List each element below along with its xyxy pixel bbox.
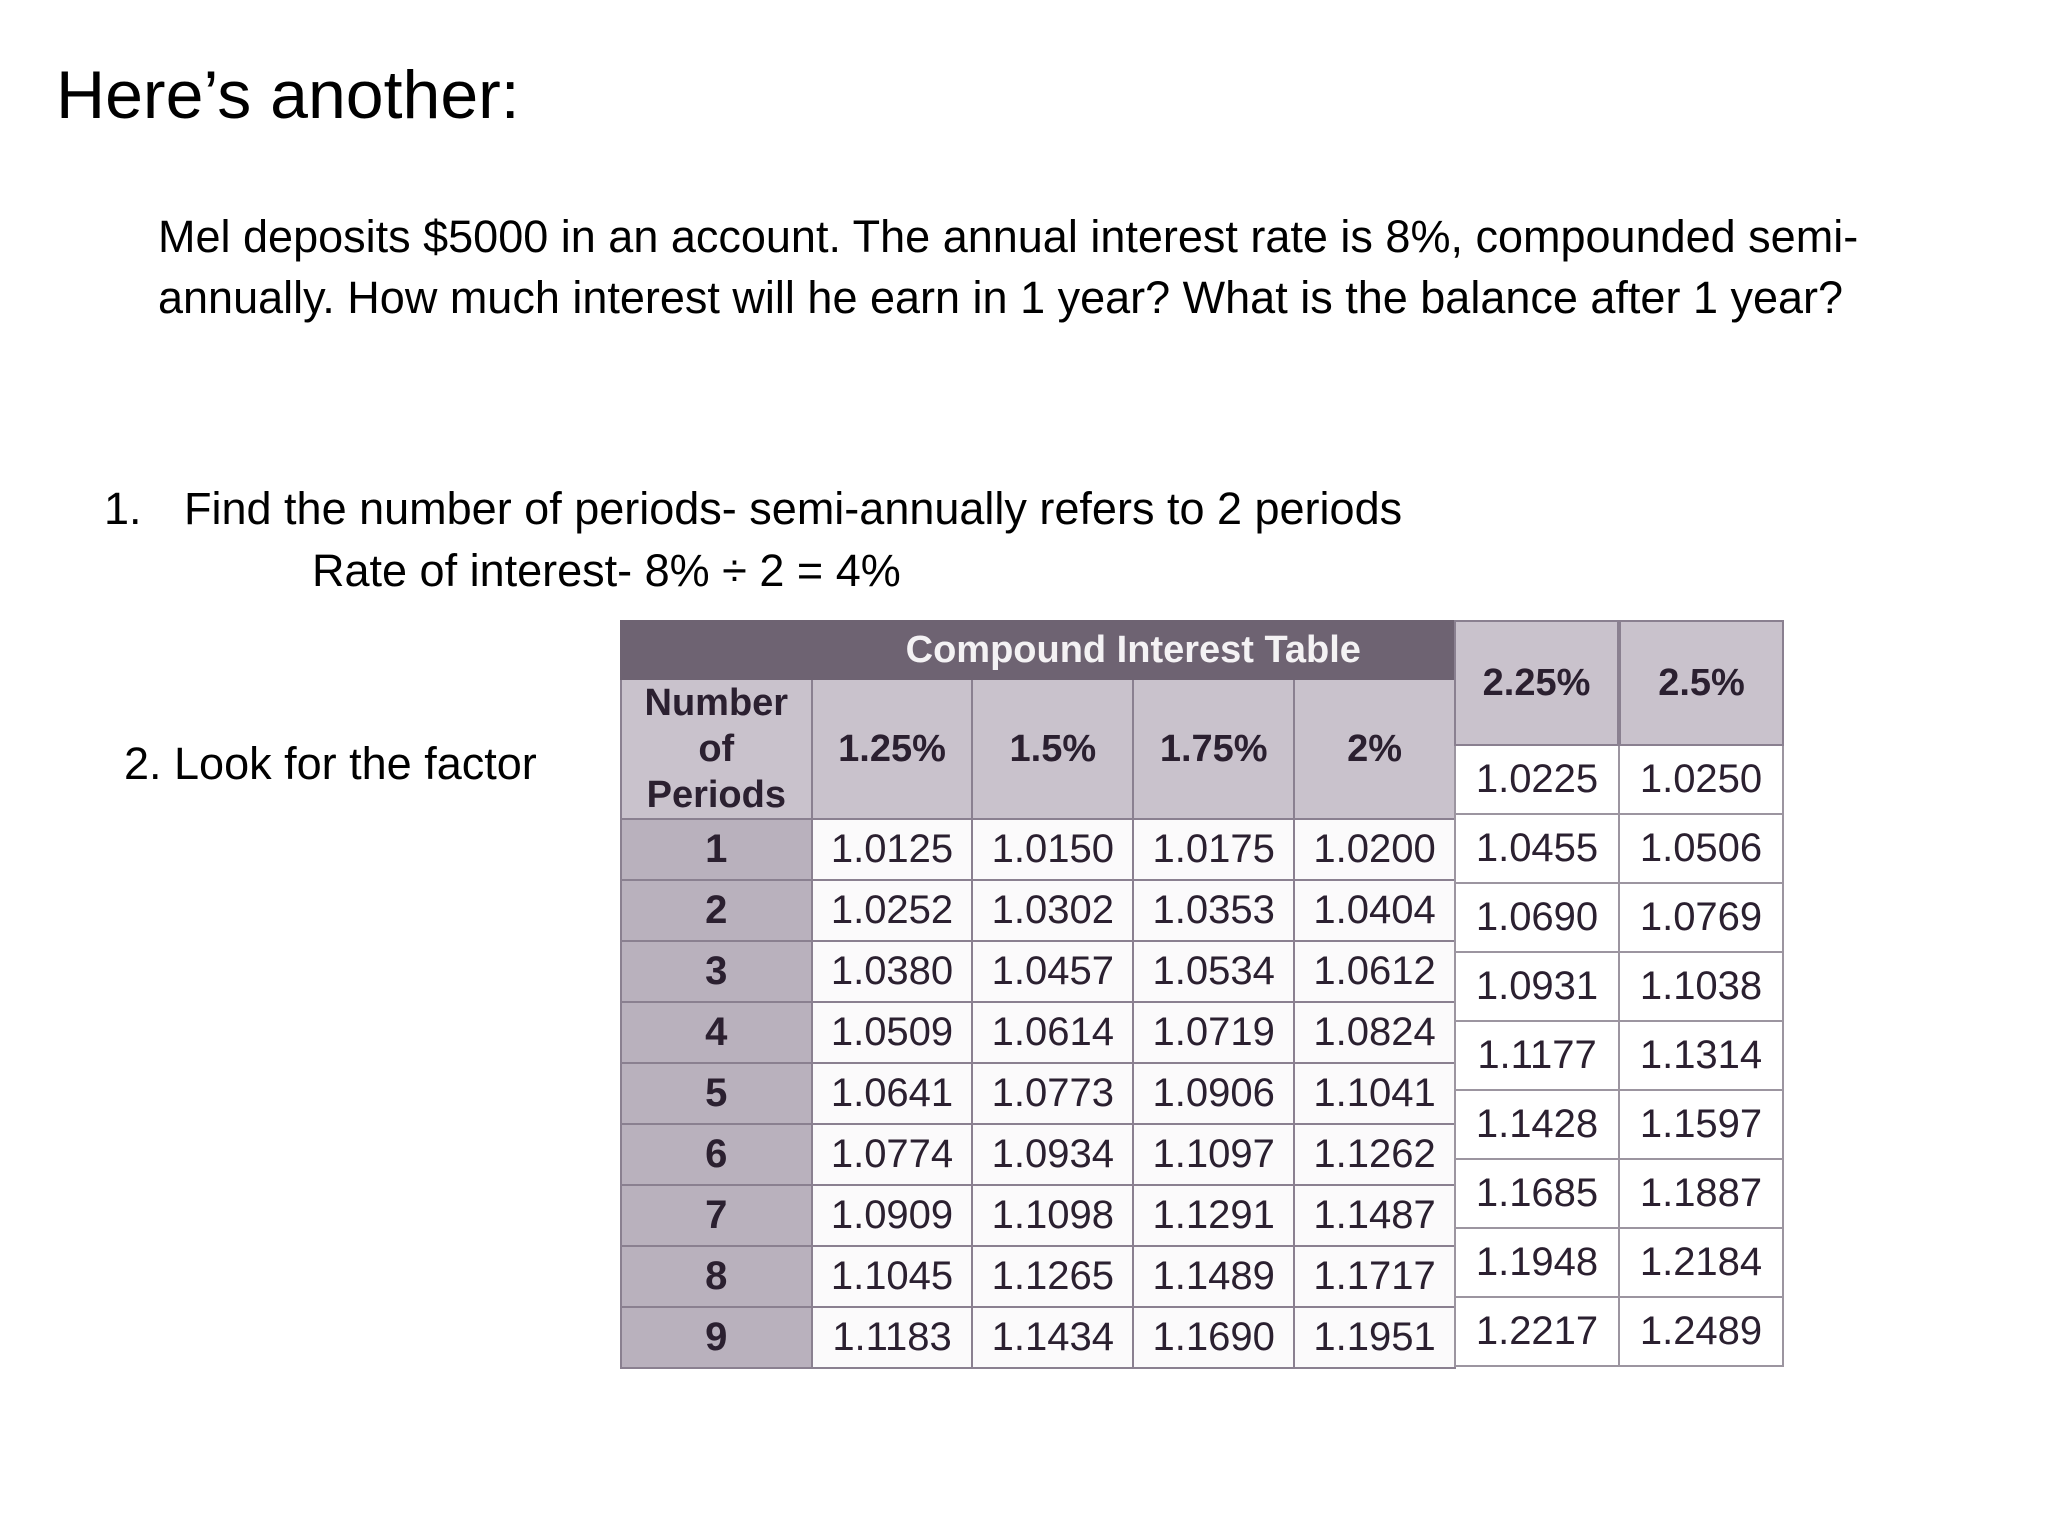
table-title-row xyxy=(621,621,1455,679)
factor-cell: 1.1489 xyxy=(1133,1246,1294,1307)
factor-cell: 1.0641 xyxy=(812,1063,973,1124)
compound-interest-table-image xyxy=(620,620,1790,1360)
factor-cell: 1.0934 xyxy=(972,1124,1133,1185)
table-row xyxy=(1454,746,1784,815)
table-row xyxy=(621,1185,1455,1246)
period-cell: 4 xyxy=(621,1002,812,1063)
table-header-row xyxy=(621,679,1455,819)
factor-cell: 1.1597 xyxy=(1618,1091,1784,1158)
table-row xyxy=(1454,1091,1784,1160)
table-row xyxy=(621,1063,1455,1124)
factor-cell: 1.0612 xyxy=(1294,941,1455,1002)
factor-cell: 1.0824 xyxy=(1294,1002,1455,1063)
rate-header: 1.25% xyxy=(812,679,973,819)
table-row xyxy=(621,1246,1455,1307)
rate-header: 2.5% xyxy=(1619,620,1784,746)
factor-cell: 1.0404 xyxy=(1294,880,1455,941)
table-row xyxy=(1454,815,1784,884)
rate-header: 1.75% xyxy=(1133,679,1294,819)
period-cell: 9 xyxy=(621,1307,812,1368)
period-cell: 3 xyxy=(621,941,812,1002)
factor-cell: 1.2489 xyxy=(1618,1298,1784,1365)
table-row xyxy=(1454,1022,1784,1091)
factor-cell: 1.1177 xyxy=(1454,1022,1618,1089)
rate-header: 1.5% xyxy=(972,679,1133,819)
factor-cell: 1.0250 xyxy=(1618,746,1784,813)
factor-cell: 1.1314 xyxy=(1618,1022,1784,1089)
factor-cell: 1.0909 xyxy=(812,1185,973,1246)
table-row xyxy=(621,1124,1455,1185)
period-cell: 2 xyxy=(621,880,812,941)
step-2-text: 2. Look for the factor xyxy=(124,738,537,789)
factor-cell: 1.2184 xyxy=(1618,1229,1784,1296)
factor-cell: 1.0534 xyxy=(1133,941,1294,1002)
factor-cell: 1.1045 xyxy=(812,1246,973,1307)
factor-cell: 1.0509 xyxy=(812,1002,973,1063)
table-row xyxy=(621,1002,1455,1063)
factor-cell: 1.2217 xyxy=(1454,1298,1618,1365)
factor-cell: 1.0769 xyxy=(1618,884,1784,951)
factor-cell: 1.0200 xyxy=(1294,819,1455,880)
table-row xyxy=(621,941,1455,1002)
factor-cell: 1.1428 xyxy=(1454,1091,1618,1158)
extended-rows xyxy=(1454,746,1784,1367)
factor-cell: 1.0774 xyxy=(812,1124,973,1185)
factor-cell: 1.0506 xyxy=(1618,815,1784,882)
step-1-subtext: Rate of interest- 8% ÷ 2 = 4% xyxy=(312,545,901,596)
factor-cell: 1.0455 xyxy=(1454,815,1618,882)
table-row xyxy=(1454,1229,1784,1298)
factor-cell: 1.1434 xyxy=(972,1307,1133,1368)
extended-header-row xyxy=(1454,620,1784,746)
period-cell: 7 xyxy=(621,1185,812,1246)
factor-cell: 1.0125 xyxy=(812,819,973,880)
table-title: Compound Interest Table xyxy=(812,621,1455,679)
period-cell: 8 xyxy=(621,1246,812,1307)
factor-cell: 1.1098 xyxy=(972,1185,1133,1246)
step-1-text: Find the number of periods- semi-annually refers to 2 periods xyxy=(184,483,1403,534)
factor-cell: 1.1951 xyxy=(1294,1307,1455,1368)
periods-header xyxy=(621,679,812,819)
extended-rate-columns xyxy=(1454,620,1784,1360)
factor-cell: 1.0150 xyxy=(972,819,1133,880)
factor-cell: 1.0719 xyxy=(1133,1002,1294,1063)
table-corner xyxy=(621,621,812,679)
table-row xyxy=(1454,953,1784,1022)
table-row xyxy=(621,880,1455,941)
rate-header: 2.25% xyxy=(1454,620,1619,746)
factor-cell: 1.0175 xyxy=(1133,819,1294,880)
factor-cell: 1.0302 xyxy=(972,880,1133,941)
period-cell: 6 xyxy=(621,1124,812,1185)
table-row xyxy=(1454,884,1784,953)
factor-cell: 1.1717 xyxy=(1294,1246,1455,1307)
step-1-number: 1. xyxy=(104,483,142,534)
factor-cell: 1.0457 xyxy=(972,941,1133,1002)
compound-interest-table xyxy=(620,620,1456,1369)
table-row xyxy=(621,819,1455,880)
periods-header-line1: Number of xyxy=(644,682,789,770)
factor-cell: 1.1291 xyxy=(1133,1185,1294,1246)
factor-cell: 1.1487 xyxy=(1294,1185,1455,1246)
period-cell: 5 xyxy=(621,1063,812,1124)
factor-cell: 1.0931 xyxy=(1454,953,1618,1020)
period-cell: 1 xyxy=(621,819,812,880)
factor-cell: 1.1948 xyxy=(1454,1229,1618,1296)
factor-cell: 1.1097 xyxy=(1133,1124,1294,1185)
factor-cell: 1.0225 xyxy=(1454,746,1618,813)
factor-cell: 1.1038 xyxy=(1618,953,1784,1020)
rate-header: 2% xyxy=(1294,679,1455,819)
step-1 xyxy=(104,478,1402,602)
factor-cell: 1.0614 xyxy=(972,1002,1133,1063)
factor-cell: 1.1685 xyxy=(1454,1160,1618,1227)
slide-title: Here’s another: xyxy=(56,57,520,133)
table-row xyxy=(1454,1160,1784,1229)
factor-cell: 1.1183 xyxy=(812,1307,973,1368)
factor-cell: 1.1887 xyxy=(1618,1160,1784,1227)
factor-cell: 1.0906 xyxy=(1133,1063,1294,1124)
factor-cell: 1.0380 xyxy=(812,941,973,1002)
factor-cell: 1.1041 xyxy=(1294,1063,1455,1124)
factor-cell: 1.0353 xyxy=(1133,880,1294,941)
periods-header-line2: Periods xyxy=(646,774,786,816)
table-row xyxy=(1454,1298,1784,1367)
problem-text: Mel deposits $5000 in an account. The annual interest rate is 8%, compounded semi-annually. How much interest will he earn in 1 year? What is the balance after 1 year? xyxy=(158,211,1859,323)
factor-cell: 1.0690 xyxy=(1454,884,1618,951)
factor-cell: 1.0773 xyxy=(972,1063,1133,1124)
factor-cell: 1.0252 xyxy=(812,880,973,941)
factor-cell: 1.1262 xyxy=(1294,1124,1455,1185)
factor-cell: 1.1265 xyxy=(972,1246,1133,1307)
factor-cell: 1.1690 xyxy=(1133,1307,1294,1368)
table-row xyxy=(621,1307,1455,1368)
